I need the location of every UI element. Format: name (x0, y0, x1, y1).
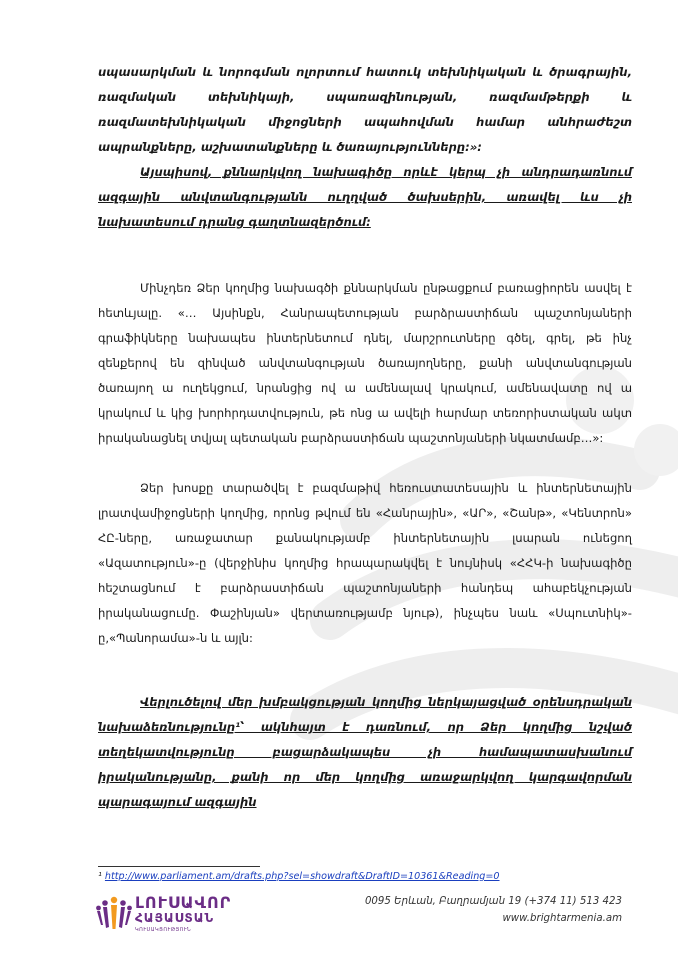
paragraph-quote (98, 276, 632, 451)
paragraph-text: Վերլուծելով մեր խմբակցության կողմից ներկայացված օրենսդրական նախաձեռնությունը¹՝ ակնհայտ է դառնում, որ Ձեր կողմից նշված տեղեկատվությունը բացարձակապես չի համապատասխանում իրականությանը, քանի որ մեր կողմից առաջարկվող կարգավորման պարագայում ազգային (98, 695, 632, 809)
logo-text-line2: ՀԱՅԱՍՏԱՆ (135, 911, 215, 925)
contact-address: 0095 Երևան, Բաղրամյան 19 (364, 896, 522, 907)
people-logo-icon (95, 895, 133, 931)
paragraph-text: Ձեր խոսքը տարածվել է բազմաթիվ հեռուստատեսային և ինտերնետային լրատվամիջոցների կողմից, որոնց թվում են «Հանրային», «ԱՐ», «Շանթ», «Կենտրոն» ՀԸ-ները, առաջատար քանակությամբ ինտերնետային լսարան ունեցող «Ազատություն»-ը (վերջինիս կողմից հրապարակվել է նույնիսկ «ՀՀԿ-ի նախագիծը հեշտացնում է բարձրաստիճան պաշտոնյաների հանդեպ ահաբեկչության իրականացումը. Փաշինյան» վերտառությամբ նյութ), ինչպես նաև «Սպուտնիկ»-ը,«Պանորամա»-ն և այլն: (98, 481, 632, 645)
paragraph-continuation (98, 60, 632, 160)
paragraph-text: Մինչդեռ Ձեր կողմից նախագծի քննարկման ընթացքում բառացիորեն ասվել է հետևյալը. «… Այսինքն, Հանրապետության բարձրաստիճան պաշտոնյաների գրաֆիկները նախապես ինտերնետում դնել, մարշրուտները գծել, գրել, թե ինչ զենքերով են զինված անվտանգության ծառայողները, քանի անվտանգության ծառայող ա ուղեկցում, նրանցից ով ա ամենալավ կրակում, ամենավատը ով ա կրակում և կից խորհրդատվություն, թե ոնց ա ավելի հարմար տեռորիստական ակտ իրականացնել տվյալ պետական բարձրաստիճան պաշտոնյաների նկատմամբ…»: (98, 281, 632, 445)
footnote-marker: ¹ (98, 871, 102, 882)
contact-website[interactable]: www.brightarmenia.am (502, 913, 622, 924)
paragraph-text: սպասարկման և նորոգման ոլորտում հատուկ տեխնիկական և ծրագրային, ռազմական տեխնիկայի, սպառազինության, ռազմամթերքի և ռազմատեխնիկական միջոցների ապահովման համար անհրաժեշտ ապրանքները, աշխատանքները և ծառայությունները:»: (98, 65, 632, 154)
contact-phone: (+374 11) 513 423 (524, 896, 622, 907)
paragraph-text: Այսպիսով, քննարկվող նախագիծը որևէ կերպ չի անդրադառնում ազգային անվտանգությանն ուղղված ծախսերին, առավել ևս չի նախատեսում դրանց գաղտնազերծում: (98, 165, 632, 229)
footnote-divider (98, 866, 260, 867)
party-logo (95, 889, 232, 945)
logo-tagline: ԿՈՒՍԱԿՑՈՒԹՅՈՒՆ (135, 927, 192, 933)
paragraph-conclusion (98, 160, 632, 235)
footnote-link[interactable]: http://www.parliament.am/drafts.php?sel=showdraft&DraftID=10361&Reading=0 (104, 871, 500, 882)
logo-text-line1: ԼՈՒՍԱՎՈՐ (135, 893, 232, 912)
paragraph-analysis (98, 690, 632, 815)
footnote (98, 871, 500, 882)
contact-info (365, 893, 622, 927)
contact-line (365, 893, 622, 910)
paragraph-media (98, 476, 632, 651)
